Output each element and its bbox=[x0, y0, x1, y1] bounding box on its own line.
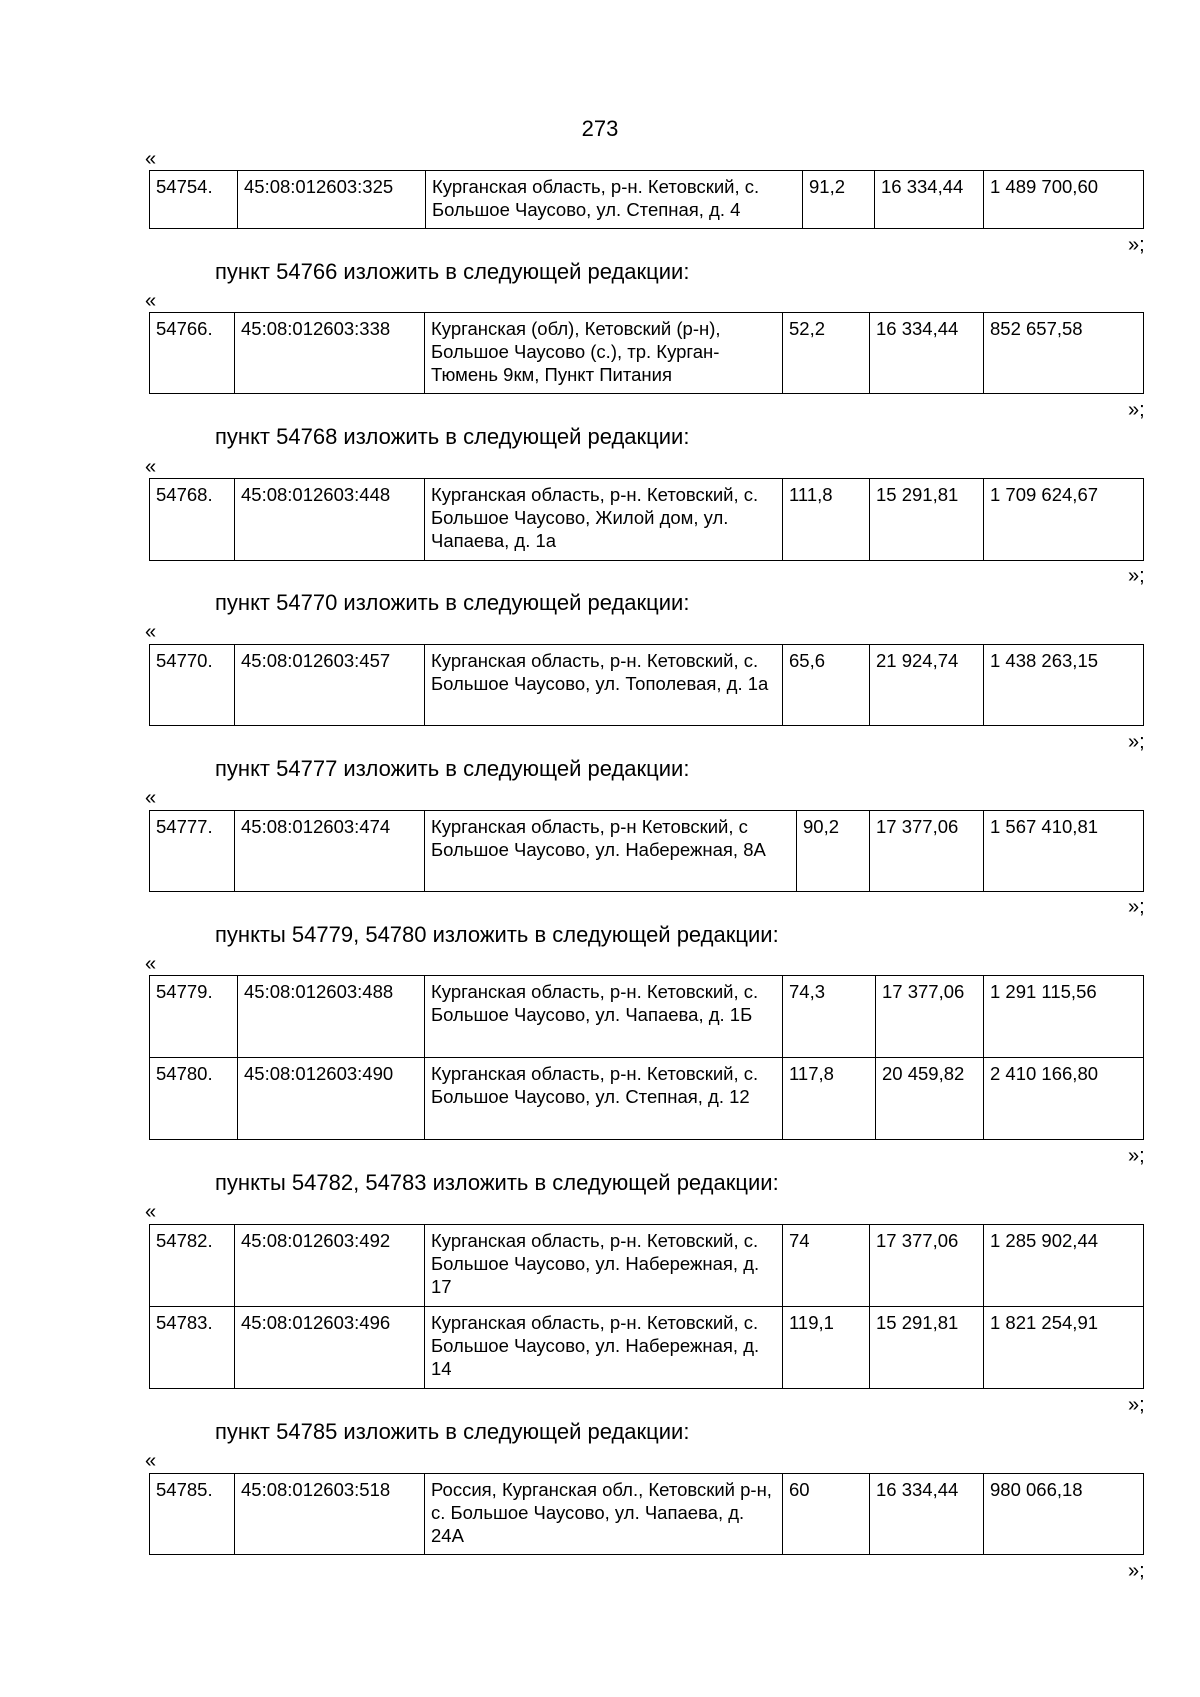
instruction-text: пункты 54779, 54780 изложить в следующей редакции: bbox=[215, 922, 779, 947]
close-quote: »; bbox=[1128, 731, 1145, 753]
cadastral-number: 45:08:012603:490 bbox=[238, 1058, 425, 1140]
total-value: 980 066,18 bbox=[984, 1474, 1144, 1555]
total-value: 1 285 902,44 bbox=[984, 1225, 1144, 1307]
unit-price: 20 459,82 bbox=[876, 1058, 984, 1140]
unit-price: 17 377,06 bbox=[876, 976, 984, 1058]
row-number: 54782. bbox=[150, 1225, 235, 1307]
unit-price: 16 334,44 bbox=[870, 1474, 984, 1555]
open-quote: « bbox=[145, 787, 157, 809]
area: 74 bbox=[783, 1225, 870, 1307]
property-table bbox=[149, 170, 1144, 229]
instruction-text: пункт 54770 изложить в следующей редакции: bbox=[215, 590, 690, 615]
close-quote: »; bbox=[1128, 896, 1145, 918]
table-row bbox=[150, 976, 1144, 1058]
property-table bbox=[149, 478, 1144, 561]
row-number: 54777. bbox=[150, 811, 235, 892]
row-number: 54766. bbox=[150, 313, 235, 394]
cadastral-number: 45:08:012603:488 bbox=[238, 976, 425, 1058]
total-value: 1 438 263,15 bbox=[984, 645, 1144, 726]
total-value: 1 821 254,91 bbox=[984, 1307, 1144, 1389]
cadastral-number: 45:08:012603:457 bbox=[235, 645, 425, 726]
total-value: 2 410 166,80 bbox=[984, 1058, 1144, 1140]
close-quote: »; bbox=[1128, 565, 1145, 587]
address: Курганская область, р-н Кетовский, с Большое Чаусово, ул. Набережная, 8А bbox=[425, 811, 797, 892]
area: 119,1 bbox=[783, 1307, 870, 1389]
address: Курганская область, р-н. Кетовский, с. Большое Чаусово, ул. Тополевая, д. 1а bbox=[425, 645, 783, 726]
close-quote: »; bbox=[1128, 1394, 1145, 1416]
table-row bbox=[150, 479, 1144, 561]
table-row bbox=[150, 645, 1144, 726]
cadastral-number: 45:08:012603:448 bbox=[235, 479, 425, 561]
table-row bbox=[150, 1225, 1144, 1307]
close-quote: »; bbox=[1128, 1560, 1145, 1582]
property-table bbox=[149, 1224, 1144, 1389]
cadastral-number: 45:08:012603:496 bbox=[235, 1307, 425, 1389]
row-number: 54770. bbox=[150, 645, 235, 726]
cadastral-number: 45:08:012603:325 bbox=[238, 171, 426, 229]
instruction-text: пункт 54766 изложить в следующей редакции: bbox=[215, 259, 690, 284]
unit-price: 16 334,44 bbox=[870, 313, 984, 394]
unit-price: 16 334,44 bbox=[875, 171, 984, 229]
total-value: 1 291 115,56 bbox=[984, 976, 1144, 1058]
table-row bbox=[150, 1474, 1144, 1555]
total-value: 1 489 700,60 bbox=[984, 171, 1144, 229]
address: Курганская область, р-н. Кетовский, с. Большое Чаусово, ул. Набережная, д. 14 bbox=[425, 1307, 783, 1389]
open-quote: « bbox=[145, 1201, 157, 1223]
close-quote: »; bbox=[1128, 399, 1145, 421]
area: 52,2 bbox=[783, 313, 870, 394]
cadastral-number: 45:08:012603:492 bbox=[235, 1225, 425, 1307]
area: 91,2 bbox=[803, 171, 875, 229]
area: 65,6 bbox=[783, 645, 870, 726]
open-quote: « bbox=[145, 1450, 157, 1472]
property-table bbox=[149, 312, 1144, 394]
row-number: 54783. bbox=[150, 1307, 235, 1389]
instruction-text: пункт 54777 изложить в следующей редакции: bbox=[215, 756, 690, 781]
page-number: 273 bbox=[581, 116, 619, 141]
address: Курганская область, р-н. Кетовский, с. Большое Чаусово, ул. Степная, д. 4 bbox=[426, 171, 803, 229]
cadastral-number: 45:08:012603:474 bbox=[235, 811, 425, 892]
row-number: 54768. bbox=[150, 479, 235, 561]
instruction-text: пункт 54785 изложить в следующей редакции: bbox=[215, 1419, 690, 1444]
unit-price: 21 924,74 bbox=[870, 645, 984, 726]
total-value: 1 567 410,81 bbox=[984, 811, 1144, 892]
row-number: 54780. bbox=[150, 1058, 238, 1140]
table-row bbox=[150, 1058, 1144, 1140]
unit-price: 17 377,06 bbox=[870, 811, 984, 892]
property-table bbox=[149, 810, 1144, 892]
cadastral-number: 45:08:012603:338 bbox=[235, 313, 425, 394]
area: 117,8 bbox=[783, 1058, 876, 1140]
area: 111,8 bbox=[783, 479, 870, 561]
table-row bbox=[150, 171, 1144, 229]
table-row bbox=[150, 313, 1144, 394]
area: 90,2 bbox=[797, 811, 870, 892]
total-value: 852 657,58 bbox=[984, 313, 1144, 394]
open-quote: « bbox=[145, 456, 157, 478]
open-quote: « bbox=[145, 148, 157, 170]
address: Курганская область, р-н. Кетовский, с. Большое Чаусово, ул. Чапаева, д. 1Б bbox=[425, 976, 783, 1058]
open-quote: « bbox=[145, 290, 157, 312]
property-table bbox=[149, 1473, 1144, 1555]
total-value: 1 709 624,67 bbox=[984, 479, 1144, 561]
row-number: 54779. bbox=[150, 976, 238, 1058]
address: Курганская область, р-н. Кетовский, с. Большое Чаусово, ул. Набережная, д. 17 bbox=[425, 1225, 783, 1307]
address: Курганская область, р-н. Кетовский, с. Большое Чаусово, ул. Степная, д. 12 bbox=[425, 1058, 783, 1140]
address: Россия, Курганская обл., Кетовский р-н, с. Большое Чаусово, ул. Чапаева, д. 24А bbox=[425, 1474, 783, 1555]
open-quote: « bbox=[145, 621, 157, 643]
property-table bbox=[149, 975, 1144, 1140]
row-number: 54754. bbox=[150, 171, 238, 229]
table-row bbox=[150, 811, 1144, 892]
instruction-text: пункты 54782, 54783 изложить в следующей редакции: bbox=[215, 1170, 779, 1195]
close-quote: »; bbox=[1128, 1145, 1145, 1167]
open-quote: « bbox=[145, 953, 157, 975]
property-table bbox=[149, 644, 1144, 726]
table-row bbox=[150, 1307, 1144, 1389]
unit-price: 15 291,81 bbox=[870, 1307, 984, 1389]
close-quote: »; bbox=[1128, 234, 1145, 256]
unit-price: 17 377,06 bbox=[870, 1225, 984, 1307]
row-number: 54785. bbox=[150, 1474, 235, 1555]
instruction-text: пункт 54768 изложить в следующей редакции: bbox=[215, 424, 690, 449]
area: 60 bbox=[783, 1474, 870, 1555]
cadastral-number: 45:08:012603:518 bbox=[235, 1474, 425, 1555]
area: 74,3 bbox=[783, 976, 876, 1058]
address: Курганская область, р-н. Кетовский, с. Большое Чаусово, Жилой дом, ул. Чапаева, д. 1а bbox=[425, 479, 783, 561]
unit-price: 15 291,81 bbox=[870, 479, 984, 561]
address: Курганская (обл), Кетовский (р-н), Большое Чаусово (с.), тр. Курган-Тюмень 9км, Пункт Питания bbox=[425, 313, 783, 394]
